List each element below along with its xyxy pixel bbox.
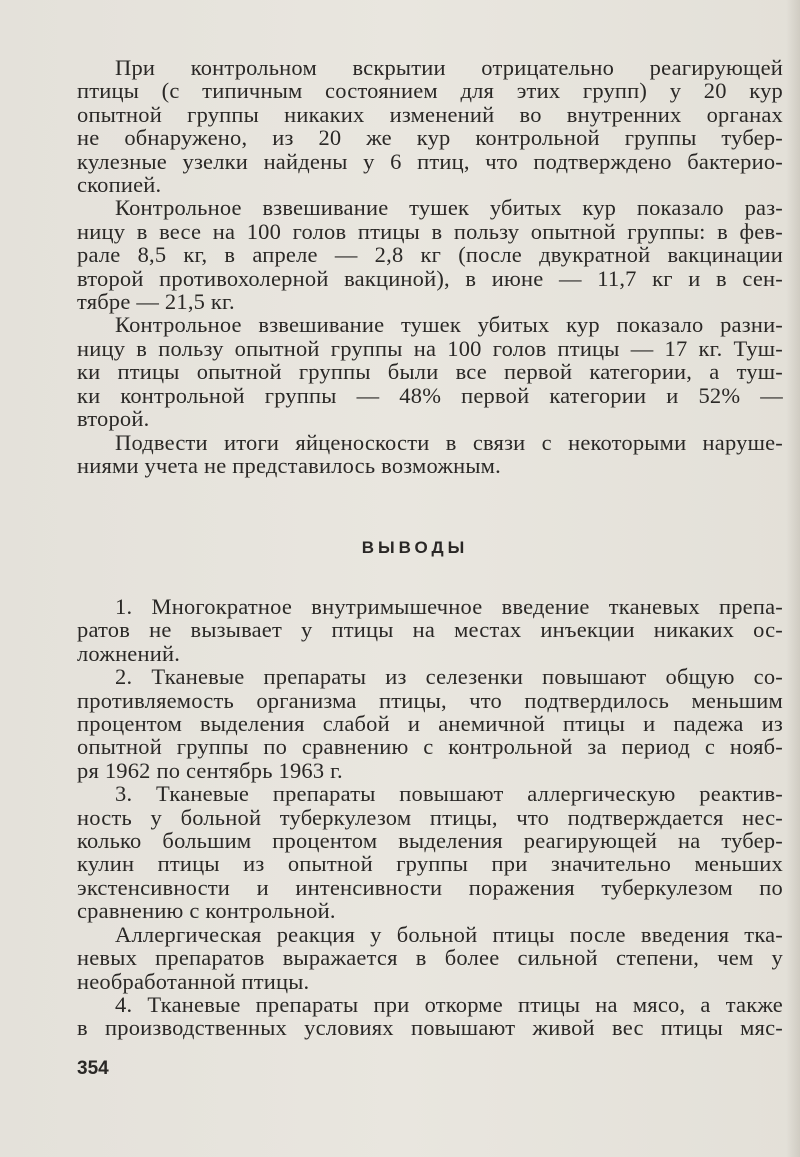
text-line: ложнений. xyxy=(77,640,181,666)
text-line: кулин птицы из опытной группы при значительно меньших xyxy=(77,851,783,877)
page-number: 354 xyxy=(77,1058,109,1079)
text-line: 1. Многократное внутримышечное введение тканевых препа- xyxy=(115,594,783,619)
text-line: опытной группы по сравнению с контрольной за период с нояб- xyxy=(77,734,783,760)
text-line: невых препаратов выражается в более сильной степени, чем у xyxy=(77,945,783,971)
text-line: процентом выделения слабой и анемичной птицы и падежа из xyxy=(77,711,783,737)
text-line: ниями учета не представилось возможным. xyxy=(77,452,501,478)
text-line: не обнаружено, из 20 же кур контрольной группы тубер- xyxy=(77,125,783,151)
text-line: в производственных условиях повышают живой вес птицы мяс- xyxy=(77,1015,783,1041)
text-line: скопией. xyxy=(77,172,162,198)
text-line: тябре — 21,5 кг. xyxy=(77,289,235,315)
text-line: сравнению с контрольной. xyxy=(77,898,336,924)
body-text-conclusions xyxy=(77,595,783,1040)
text-line: опытной группы никаких изменений во внутренних органах xyxy=(77,101,783,127)
text-line: ки контрольной группы — 48% первой категории и 52% — xyxy=(77,382,783,408)
text-line: второй. xyxy=(77,406,150,432)
text-line: Подвести итоги яйценоскости в связи с некоторыми наруше- xyxy=(115,429,783,455)
text-line: ность у больной туберкулезом птицы, что подтверждается нес- xyxy=(77,804,783,830)
text-line: ницу в весе на 100 голов птицы в пользу опытной группы: в фев- xyxy=(77,218,783,244)
text-line: противляемость организма птицы, что подтвердилось меньшим xyxy=(77,687,783,713)
text-line: птицы (с типичным состоянием для этих групп) у 20 кур xyxy=(77,78,783,104)
text-line: Аллергическая реакция у больной птицы после введения тка- xyxy=(115,921,783,947)
text-line: экстенсивности и интенсивности поражения туберкулезом по xyxy=(77,874,783,900)
text-line: Контрольное взвешивание тушек убитых кур показало разни- xyxy=(115,312,783,338)
section-heading: ВЫВОДЫ xyxy=(361,538,469,557)
text-line: необработанной птицы. xyxy=(77,968,310,994)
text-line: При контрольном вскрытии отрицательно реагирующей xyxy=(115,55,783,80)
page-edge-shadow xyxy=(786,0,800,1157)
text-line: второй противохолерной вакциной), в июне — 11,7 кг и в сен- xyxy=(77,265,783,291)
text-line: 2. Тканевые препараты из селезенки повышают общую со- xyxy=(115,664,783,690)
text-line: 4. Тканевые препараты при откорме птицы на мясо, а также xyxy=(115,991,783,1017)
text-line: ницу в пользу опытной группы на 100 голов птицы — 17 кг. Туш- xyxy=(77,335,783,361)
text-line: ки птицы опытной группы были все первой категории, а туш- xyxy=(77,359,783,385)
text-line: кулезные узелки найдены у 6 птиц, что подтверждено бактерио- xyxy=(77,148,783,174)
text-line: ратов не вызывает у птицы на местах инъекции никаких ос- xyxy=(77,617,783,643)
text-line: ря 1962 по сентябрь 1963 г. xyxy=(77,757,343,783)
text-line: 3. Тканевые препараты повышают аллергическую реактив- xyxy=(115,781,783,807)
text-line: рале 8,5 кг, в апреле — 2,8 кг (после двукратной вакцинации xyxy=(77,242,783,268)
text-line: колько большим процентом выделения реагирующей на тубер- xyxy=(77,828,783,854)
body-text-upper xyxy=(77,56,783,477)
text-line: Контрольное взвешивание тушек убитых кур показало раз- xyxy=(115,195,783,221)
